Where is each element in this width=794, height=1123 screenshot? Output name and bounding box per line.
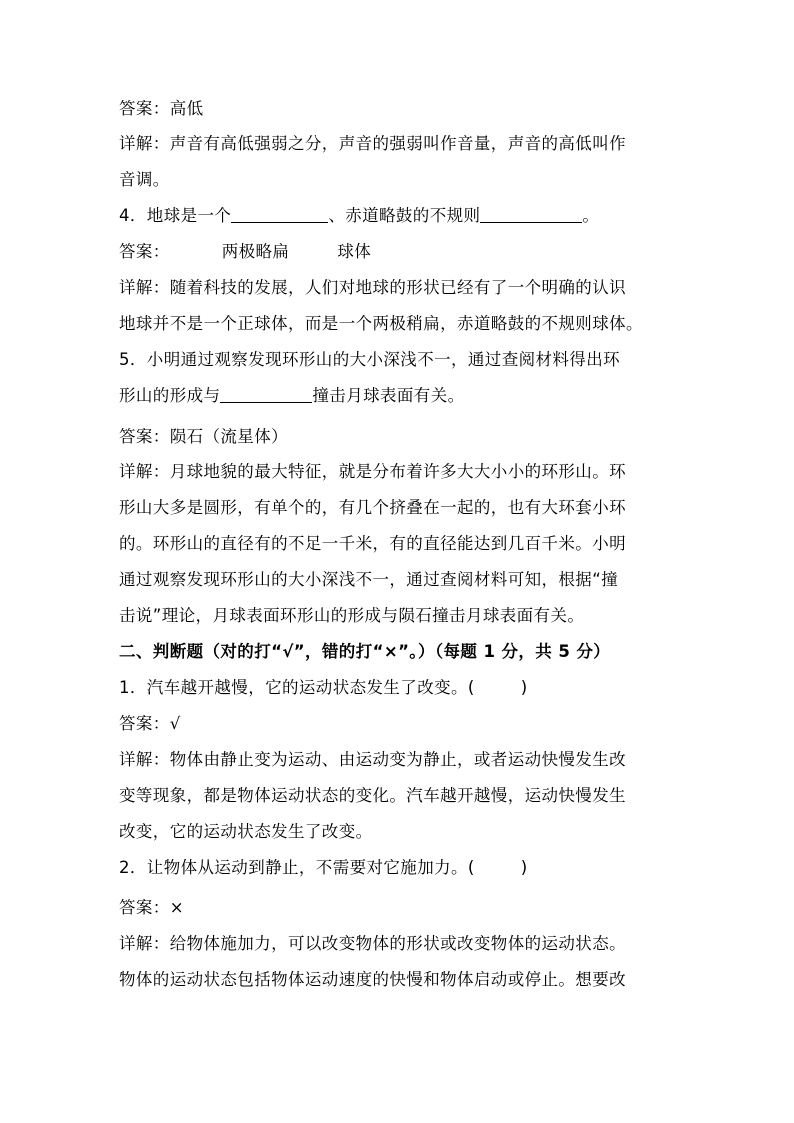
question-text: 。 (582, 206, 600, 225)
question-judge-1 (119, 673, 679, 703)
question-5-cont (119, 381, 679, 411)
explanation-line: 变等现象，都是物体运动状态的变化。汽车越开越慢，运动快慢发生 (119, 786, 626, 805)
explanation-line: 详解：月球地貌的最大特征，就是分布着许多大大小小的环形山。环 (119, 462, 626, 481)
explanation-line: 详解：声音有高低强弱之分，声音的强弱叫作音量，声音的高低叫作 (119, 134, 626, 153)
fill-blank (231, 204, 328, 223)
question-text: 2．让物体从运动到静止，不需要对它施加力。( (119, 858, 475, 877)
explanation-line: 音调。 (119, 170, 170, 189)
question-text: 形山的形成与 (119, 386, 221, 405)
question-judge-2 (119, 853, 679, 883)
explanation-line: 的。环形山的直径有的不足一千米，有的直径能达到几百千米。小明 (119, 534, 626, 553)
question-text: 撞击月球表面有关。 (312, 386, 465, 405)
question-text: 1．汽车越开越慢，它的运动状态发生了改变。( (119, 678, 475, 697)
answer-line: 答案：高低 (119, 99, 204, 118)
fill-blank (480, 204, 582, 223)
explanation-line: 改变，它的运动状态发生了改变。 (119, 822, 373, 841)
question-text: 4．地球是一个 (119, 206, 232, 225)
explanation-line: 通过观察发现环形山的大小深浅不一，通过查阅材料可知，根据“撞 (119, 570, 619, 589)
explanation-line: 物体的运动状态包括物体运动速度的快慢和物体启动或停止。想要改 (119, 970, 626, 989)
bracket-close: ) (520, 858, 528, 877)
answer-label: 答案： (119, 242, 170, 261)
answer-line: 答案：× (119, 898, 184, 917)
answer-line: 答案：√ (119, 714, 181, 733)
fill-blank (220, 384, 312, 403)
section-heading: 二、判断题（对的打“√”，错的打“×”。）（每题 1 分，共 5 分） (119, 642, 611, 661)
explanation-line: 详解：给物体施加力，可以改变物体的形状或改变物体的运动状态。 (119, 934, 626, 953)
explanation-line: 详解：随着科技的发展，人们对地球的形状已经有了一个明确的认识 (119, 278, 626, 297)
explanation-line: 详解：物体由静止变为运动、由运动变为静止，或者运动快慢发生改 (119, 750, 626, 769)
question-5: 5．小明通过观察发现环形山的大小深浅不一，通过查阅材料得出环 (119, 350, 620, 369)
answer-value: 两极略扁 (221, 242, 290, 261)
question-text: 、赤道略鼓的不规则 (328, 206, 481, 225)
answer-line (119, 237, 679, 267)
bracket-close: ) (520, 678, 528, 697)
question-4 (119, 201, 679, 231)
answer-line: 答案：陨石（流星体） (119, 427, 288, 446)
explanation-line: 形山大多是圆形，有单个的，有几个挤叠在一起的，也有大环套小环 (119, 498, 626, 517)
answer-value: 球体 (337, 242, 372, 261)
explanation-line: 击说”理论，月球表面环形山的形成与陨石撞击月球表面有关。 (119, 606, 585, 625)
explanation-line: 地球并不是一个正球体，而是一个两极稍扁，赤道略鼓的不规则球体。 (119, 314, 643, 333)
